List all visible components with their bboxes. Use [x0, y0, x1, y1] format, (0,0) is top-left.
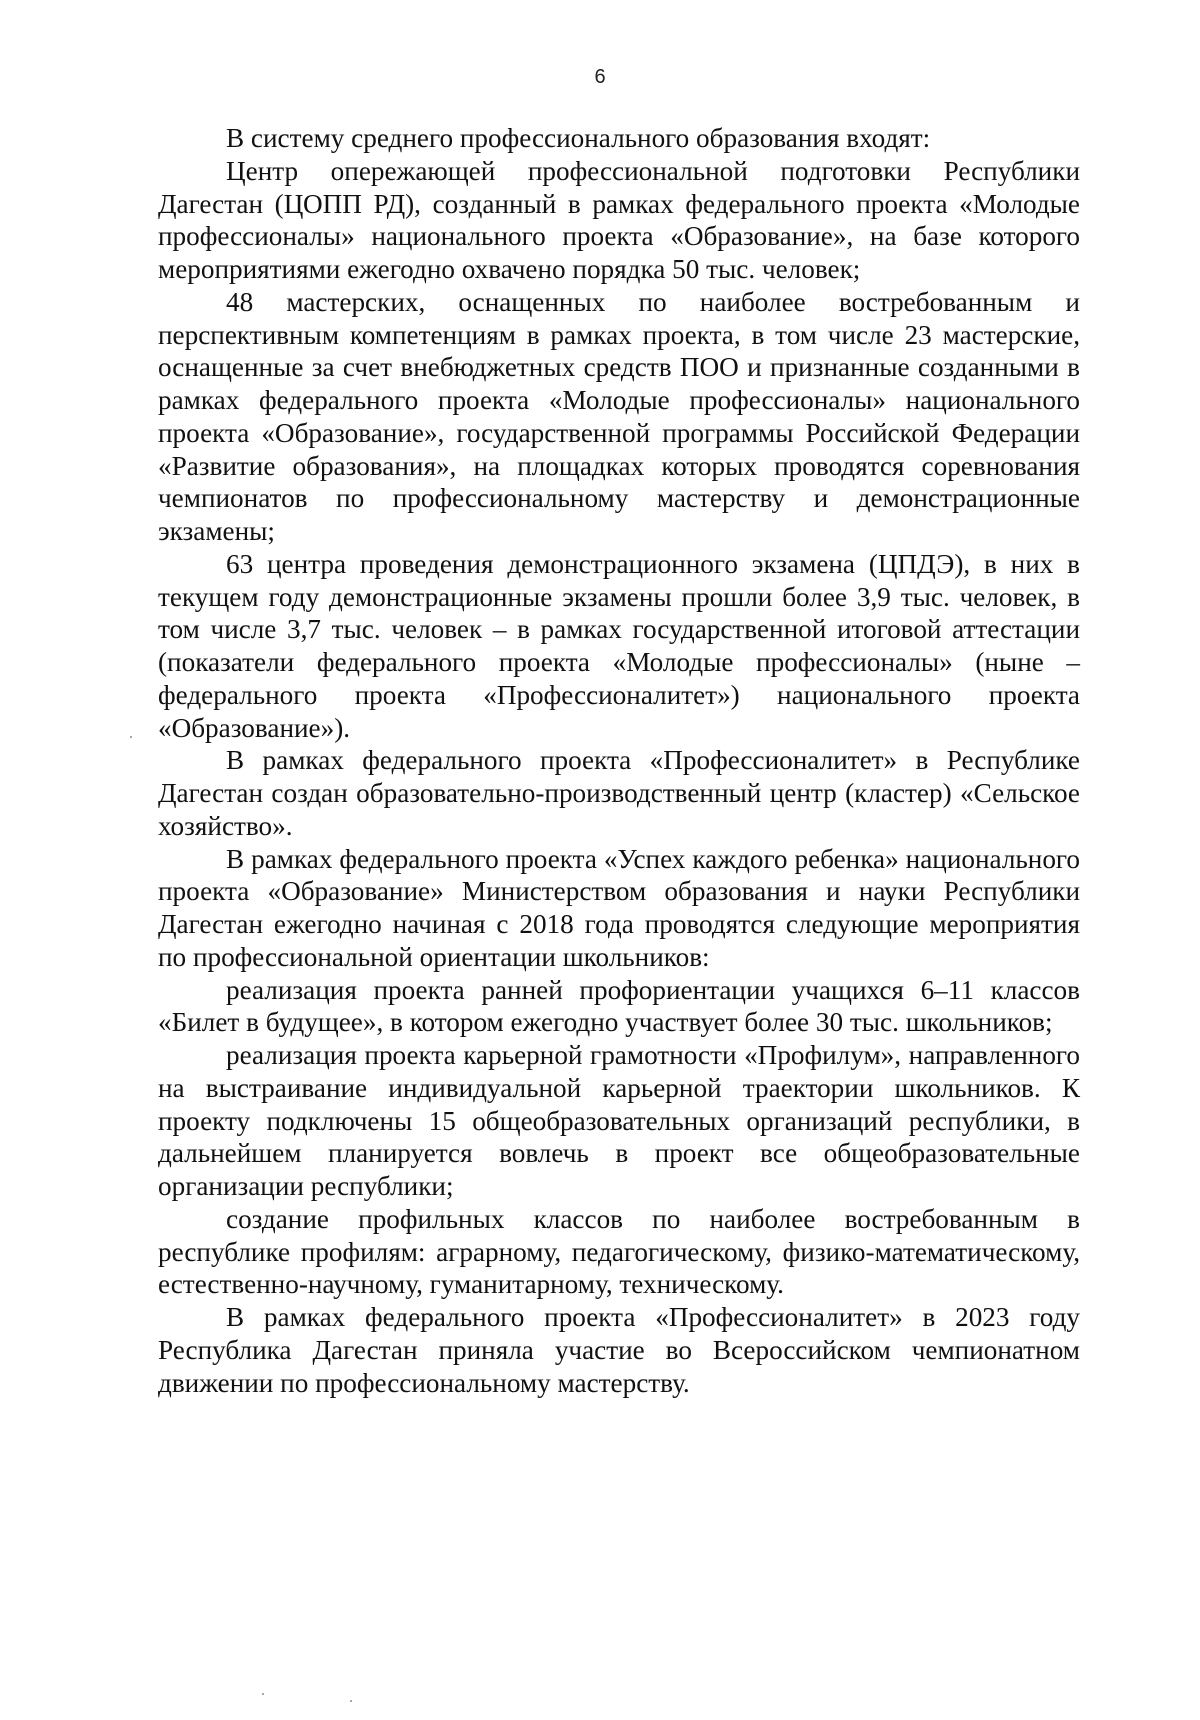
paragraph-ticket-to-future: реализация проекта ранней профориентации учащихся 6–11 классов «Билет в будущее», в котором ежегодно участвует более 30 тыс. школьников; — [158, 974, 1080, 1038]
paragraph-workshops: 48 мастерских, оснащенных по наиболее востребованным и перспективным компетенциям в рамках проекта, в том числе 23 мастерские, оснащенные за счет внебюджетных средств ПОО и признанные созданными в рамках федерального проекта «Молодые профессионалы» национального проекта «Образование», государственной программы Российской Федерации «Развитие образования», на площадках которых проводятся соревнования чемпионатов по профессиональному мастерству и демонстрационные экзамены; — [158, 286, 1080, 546]
paragraph-exam-centers: 63 центра проведения демонстрационного экзамена (ЦПДЭ), в них в текущем году демонстрационные экзамены прошли более 3,9 тыс. человек, в том числе 3,7 тыс. человек – в рамках государственной итоговой аттестации (показатели федерального проекта «Молодые профессионалы» (ныне – федерального проекта «Профессионалитет») национального проекта «Образование»). — [158, 548, 1080, 743]
document-body — [158, 122, 1080, 1399]
paragraph-cluster: В рамках федерального проекта «Профессионалитет» в Республике Дагестан создан образовательно-производственный центр (кластер) «Сельское хозяйство». — [158, 745, 1080, 841]
paragraph-profilum: реализация проекта карьерной грамотности «Профилум», направленного на выстраивание индивидуальной карьерной траектории школьников. К проекту подключены 15 общеобразовательных организаций республики, в дальнейшем планируется вовлечь в проект все общеобразовательные организации республики; — [158, 1040, 1080, 1201]
scan-speck — [262, 1693, 264, 1695]
paragraph-profile-classes: создание профильных классов по наиболее востребованным в республике профилям: аграрному, педагогическому, физико-математическому, естественно-научному, гуманитарному, техническому. — [158, 1203, 1080, 1300]
paragraph-intro: В систему среднего профессионального образования входят: — [226, 123, 931, 153]
scan-speck — [130, 736, 132, 738]
paragraph-copp-center: Центр опережающей профессиональной подготовки Республики Дагестан (ЦОПП РД), созданный в рамках федерального проекта «Молодые профессионалы» национального проекта «Образование», на базе которого мероприятиями ежегодно охвачено порядка 50 тыс. человек; — [158, 155, 1080, 284]
paragraph-championship: В рамках федерального проекта «Профессионалитет» в 2023 году Республика Дагестан приняла участие во Всероссийском чемпионатном движении по профессиональному мастерству. — [158, 1302, 1080, 1398]
paragraph-career-guidance: В рамках федерального проекта «Успех каждого ребенка» национального проекта «Образование» Министерством образования и науки Республики Дагестан ежегодно начиная с 2018 года проводятся следующие мероприятия по профессиональной ориентации школьников: — [158, 843, 1080, 972]
page-number: 6 — [594, 66, 606, 88]
scan-speck — [350, 1700, 352, 1702]
